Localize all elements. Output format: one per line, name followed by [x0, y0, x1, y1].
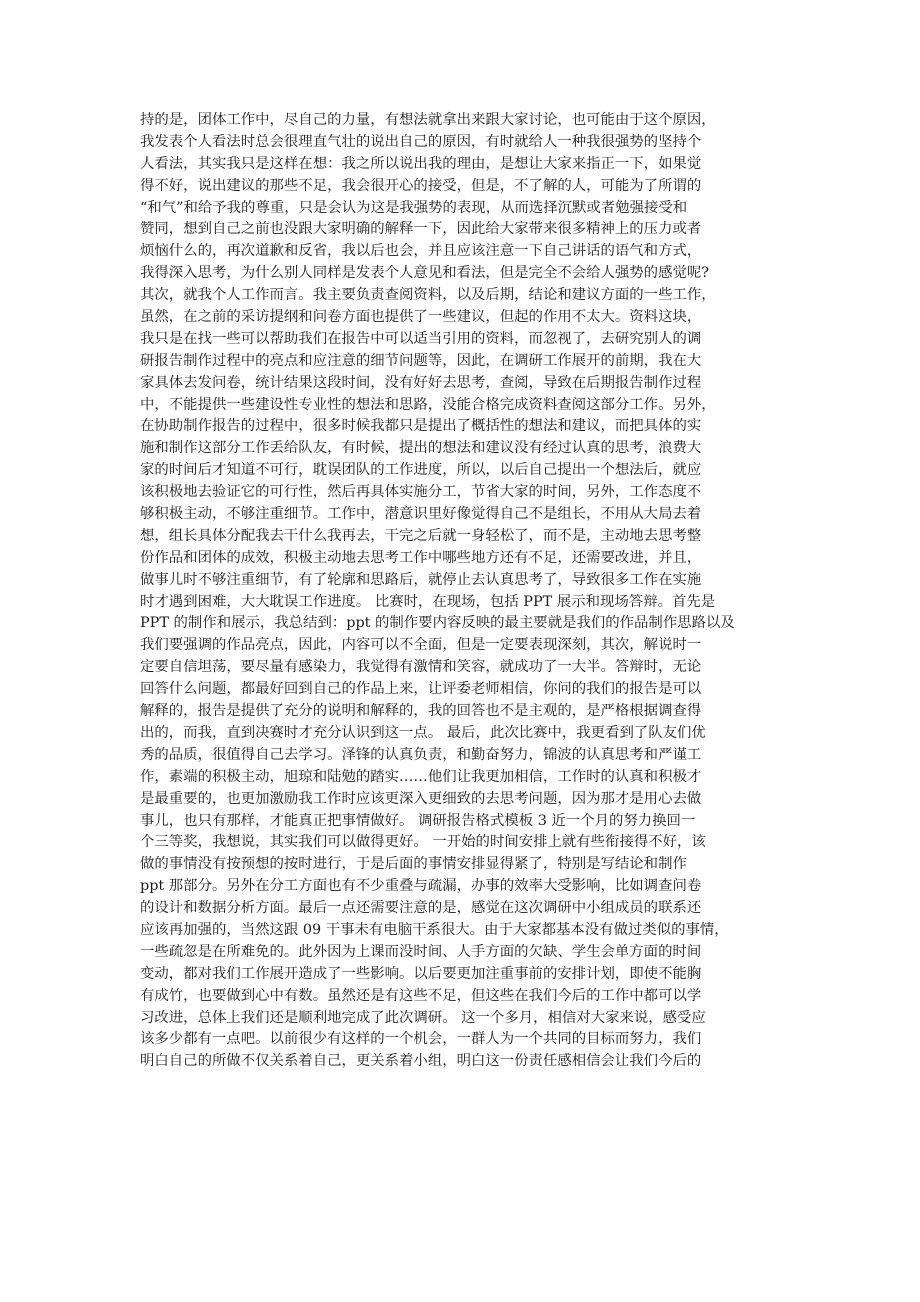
text-line: 习改进，总体上我们还是顺利地完成了此次调研。 这一个多月，相信对大家来说，感受应 — [140, 1009, 706, 1026]
text-line: PPT 的制作和展示，我总结到：ppt 的制作要内容反映的最主要就是我们的作品制作思路以及 — [140, 615, 735, 632]
text-line: 做事儿时不够注重细节，有了轮廓和思路后，就停止去认真思考了，导致很多工作在实施 — [140, 571, 702, 588]
text-line: 人看法，其实我只是这样在想：我之所以说出我的理由，是想让大家来指正一下，如果觉 — [140, 155, 702, 172]
text-line: 份作品和团体的成效，积极主动地去思考工作中哪些地方还有不足，还需要改进，并且， — [140, 549, 702, 566]
text-line: 研报告制作过程中的亮点和应注意的细节问题等，因此，在调研工作展开的前期，我在大 — [140, 352, 702, 369]
text-line: 虽然，在之前的采访提纲和问卷方面也提供了一些建议，但起的作用不太大。资料这块， — [140, 309, 702, 326]
text-line: 持的是，团体工作中，尽自己的力量，有想法就拿出来跟大家讨论，也可能由于这个原因， — [140, 112, 716, 128]
text-line: 施和制作这部分工作丢给队友，有时候，提出的想法和建议没有经过认真的思考，浪费大 — [140, 440, 702, 457]
text-line: 做的事情没有按预想的按时进行，于是后面的事情安排显得紧了，特别是写结论和制作 — [140, 856, 687, 873]
text-line: 应该再加强的，当然这跟 09 干事未有电脑干系很大。由于大家都基本没有做过类似的事情， — [140, 921, 729, 938]
text-line: 定要自信坦荡，要尽量有感染力，我觉得有激情和笑容，就成功了一大半。答辩时，无论 — [140, 659, 702, 676]
text-line: 家的时间后才知道不可行，耽误团队的工作进度，所以，以后自己提出一个想法后，就应 — [140, 462, 702, 479]
text-line: 家具体去发问卷，统计结果这段时间，没有好好去思考，查阅，导致在后期报告制作过程 — [140, 374, 702, 391]
text-line: 该积极地去验证它的可行性，然后再具体实施分工，节省大家的时间，另外，工作态度不 — [140, 484, 702, 501]
text-line: 中，不能提供一些建设性专业性的想法和思路，没能合格完成资料查阅这部分工作。另外， — [140, 396, 716, 413]
text-line: 出的，而我，直到决赛时才充分认识到这一点。 最后，此次比赛中，我更看到了队友们优 — [140, 724, 706, 741]
text-line: 够积极主动，不够注重细节。工作中，潜意识里好像觉得自己不是组长，不用从大局去着 — [140, 506, 702, 523]
text-line: 该多少都有一点吧。以前很少有这样的一个机会，一群人为一个共同的目标而努力，我们 — [140, 1031, 702, 1048]
text-line: 我得深入思考，为什么别人同样是发表个人意见和看法，但是完全不会给人强势的感觉呢? — [140, 265, 709, 282]
text-line: 其次，就我个人工作而言。我主要负责查阅资料，以及后期，结论和建议方面的一些工作， — [140, 287, 716, 304]
text-line: 个三等奖，我想说，其实我们可以做得更好。 一开始的时间安排上就有些衔接得不好，该 — [140, 834, 706, 851]
text-line: 明白自己的所做不仅关系着自己，更关系着小组，明白这一份责任感相信会让我们今后的 — [140, 1053, 702, 1070]
text-line: ppt 那部分。另外在分工方面也有不少重叠与疏漏，办事的效率大受影响，比如调查问卷 — [140, 878, 702, 895]
body-text — [140, 110, 790, 1073]
text-line: 是最重要的，也更加激励我工作时应该更深入更细致的去思考问题，因为那才是用心去做 — [140, 790, 702, 807]
text-line: 有成竹，也要做到心中有数。虽然还是有这些不足，但这些在我们今后的工作中都可以学 — [140, 987, 702, 1004]
text-line: 解释的，报告是提供了充分的说明和解释的，我的回答也不是主观的，是严格根据调查得 — [140, 703, 702, 720]
text-line: 一些疏忽是在所难免的。此外因为上课而没时间、人手方面的欠缺、学生会单方面的时间 — [140, 943, 702, 960]
text-line: 回答什么问题，都最好回到自己的作品上来，让评委老师相信，你问的我们的报告是可以 — [140, 681, 702, 698]
text-line: 我们要强调的作品亮点，因此，内容可以不全面，但是一定要表现深刻，其次，解说时一 — [140, 637, 702, 654]
text-line: 的设计和数据分析方面。最后一点还需要注意的是，感觉在这次调研中小组成员的联系还 — [140, 900, 702, 917]
text-line: 变动，都对我们工作展开造成了一些影响。以后要更加注重事前的安排计划，即使不能胸 — [140, 965, 702, 982]
text-line: 时才遇到困难，大大耽误工作进度。 比赛时，在现场，包括 PPT 展示和现场答辩。首先是 — [140, 593, 716, 610]
text-line: 我只是在找一些可以帮助我们在报告中可以适当引用的资料，而忽视了，去研究别人的调 — [140, 330, 702, 347]
text-line: “和气”和给予我的尊重，只是会认为这是我强势的表现，从而选择沉默或者勉强接受和 — [140, 199, 688, 216]
text-line: 得不好，说出建议的那些不足，我会很开心的接受，但是，不了解的人，可能为了所谓的 — [140, 177, 702, 194]
text-line: 我发表个人看法时总会很理直气壮的说出自己的原因，有时就给人一种我很强势的坚持个 — [140, 133, 702, 150]
text-line: 在协助制作报告的过程中，很多时候我都只是提出了概括性的想法和建议，而把具体的实 — [140, 418, 702, 435]
text-line: 事儿，也只有那样，才能真正把事情做好。 调研报告格式模板 3 近一个月的努力换回一 — [140, 812, 696, 829]
text-line: 烦恼什么的，再次道歉和反省，我以后也会，并且应该注意一下自己讲话的语气和方式， — [140, 243, 702, 260]
text-line: 想，组长具体分配我去干什么我再去，干完之后就一身轻松了，而不是，主动地去思考整 — [140, 527, 702, 544]
text-line: 作，素端的积极主动，旭琼和陆勉的踏实……他们让我更加相信，工作时的认真和积极才 — [140, 768, 702, 785]
text-line: 赞同，想到自己之前也没跟大家明确的解释一下，因此给大家带来很多精神上的压力或者 — [140, 221, 702, 238]
text-line: 秀的品质，很值得自己去学习。泽锋的认真负责，和勤奋努力，锦波的认真思考和严谨工 — [140, 746, 702, 763]
